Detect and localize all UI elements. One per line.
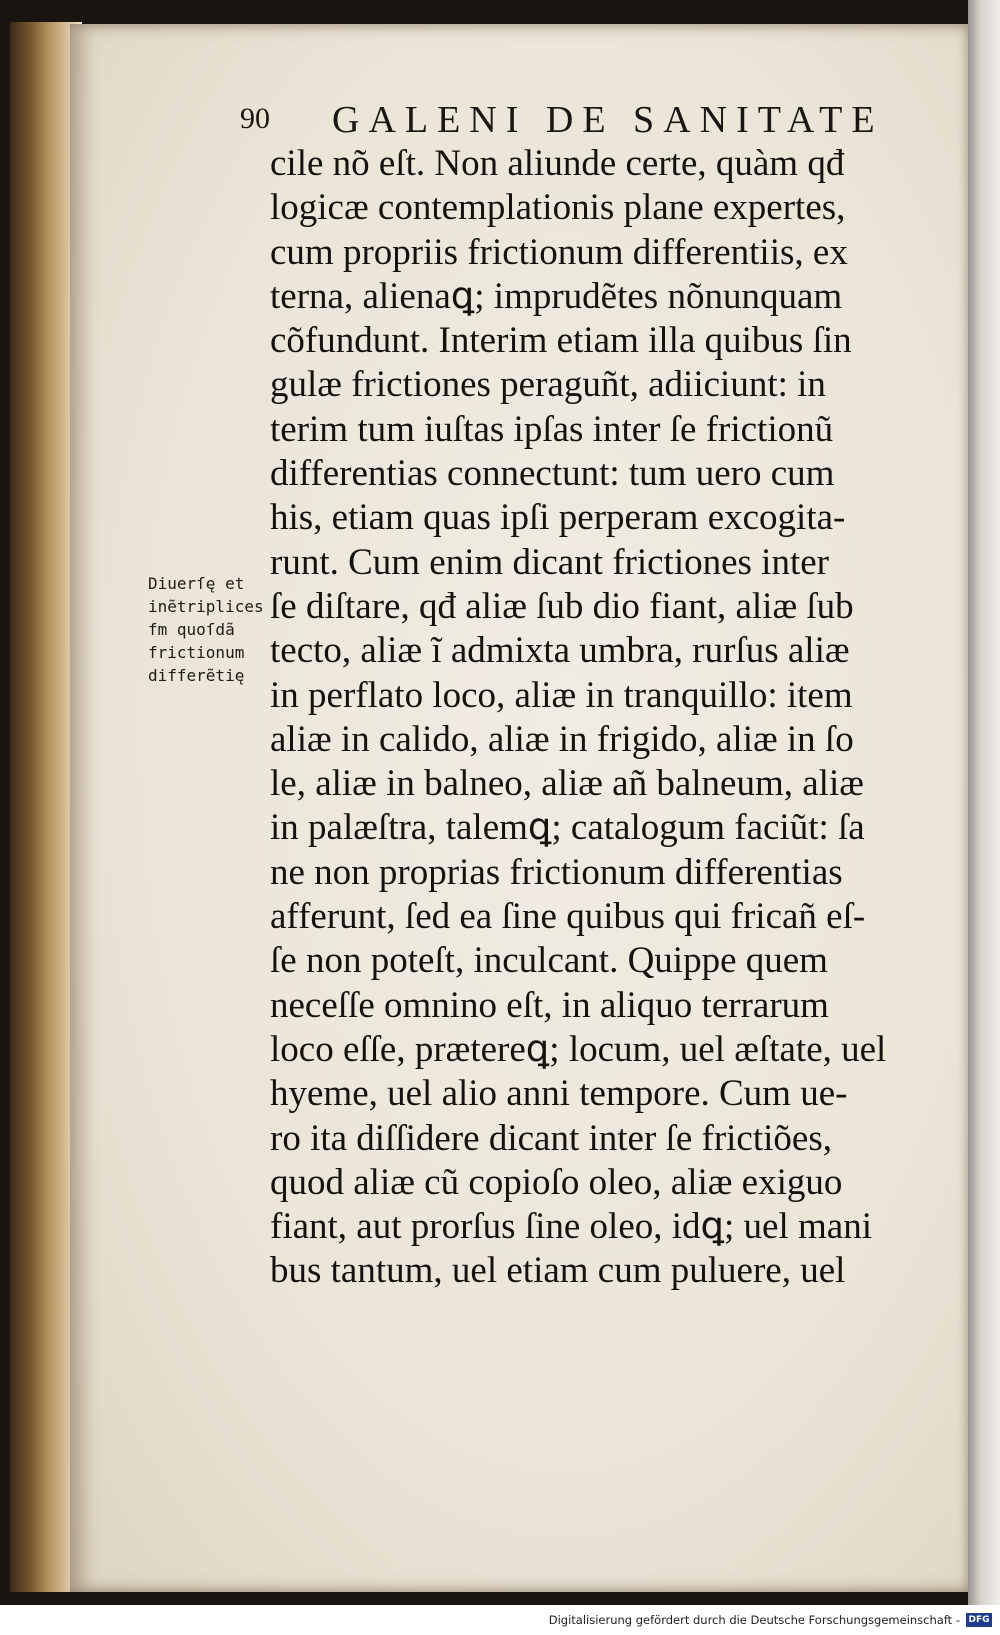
body-text (270, 142, 960, 1294)
text-line: le, aliæ in balneo, aliæ añ balneum, aliæ (270, 763, 864, 805)
margin-note-line: Diuerſę et (148, 574, 245, 593)
text-line: aliæ in calido, aliæ in frigido, aliæ in ſo (270, 718, 854, 760)
text-line: runt. Cum enim dicant frictiones inter (270, 541, 829, 583)
margin-note-line: fm quoſdã (148, 620, 235, 639)
text-line: terna, alienaꝗ; imprudẽtes nõnunquam (270, 275, 843, 317)
text-line: ſe non poteſt, inculcant. Quippe quem (270, 940, 828, 982)
text-line: ſe diſtare, qđ aliæ ſub dio fiant, aliæ ſub (270, 585, 854, 627)
text-line: cile nõ eſt. Non aliunde certe, quàm qđ (270, 143, 845, 184)
text-line: terim tum iuſtas ipſas inter ſe frictionũ (270, 408, 834, 450)
footer-credit: Digitalisierung gefördert durch die Deutsche Forschungsgemeinschaft - (548, 1613, 960, 1627)
footer-bar (0, 1605, 1000, 1635)
text-line: loco eſſe, prætereꝗ; locum, uel æſtate, uel (270, 1028, 887, 1070)
text-line: afferunt, ſed ea ſine quibus qui fricañ eſ- (270, 896, 866, 938)
text-line: in perflato loco, aliæ in tranquillo: item (270, 674, 853, 716)
page-header (240, 98, 920, 148)
page-number: 90 (240, 102, 270, 135)
text-line: quod aliæ cũ copioſo oleo, aliæ exiguo (270, 1161, 843, 1203)
scan-margin (968, 0, 1000, 1605)
margin-note (148, 572, 268, 687)
text-line: fiant, aut prorſus ſine oleo, idꝗ; uel mani (270, 1206, 872, 1248)
text-line: ro ita diſſidere dicant inter ſe frictiões, (270, 1117, 832, 1159)
text-line: in palæſtra, talemꝗ; catalogum faciũt: ſa (270, 807, 865, 849)
text-line: gulæ frictiones peraguñt, adiiciunt: in (270, 364, 826, 406)
margin-note-line: frictionum (148, 643, 245, 662)
text-line: bus tantum, uel etiam cum puluere, uel (270, 1250, 846, 1292)
running-title: GALENI DE SANITATE (332, 99, 884, 141)
text-line: cõfundunt. Interim etiam illa quibus ſin (270, 320, 852, 362)
text-line: neceſſe omnino eſt, in aliquo terrarum (270, 984, 829, 1026)
text-line: his, etiam quas ipſi perperam excogita- (270, 497, 846, 539)
text-line: cum propriis frictionum differentiis, ex (270, 231, 848, 273)
text-line: tecto, aliæ ĩ admixta umbra, rurſus aliæ (270, 630, 850, 672)
text-line: ne non proprias frictionum differentias (270, 851, 843, 893)
text-line: differentias connectunt: tum uero cum (270, 453, 835, 495)
dfg-logo: DFG (966, 1613, 992, 1627)
text-line: hyeme, uel alio anni tempore. Cum ue- (270, 1073, 848, 1115)
margin-note-line: differẽtię (148, 666, 245, 685)
margin-note-line: inẽtriplices (148, 597, 264, 616)
text-line: logicæ contemplationis plane expertes, (270, 187, 846, 229)
